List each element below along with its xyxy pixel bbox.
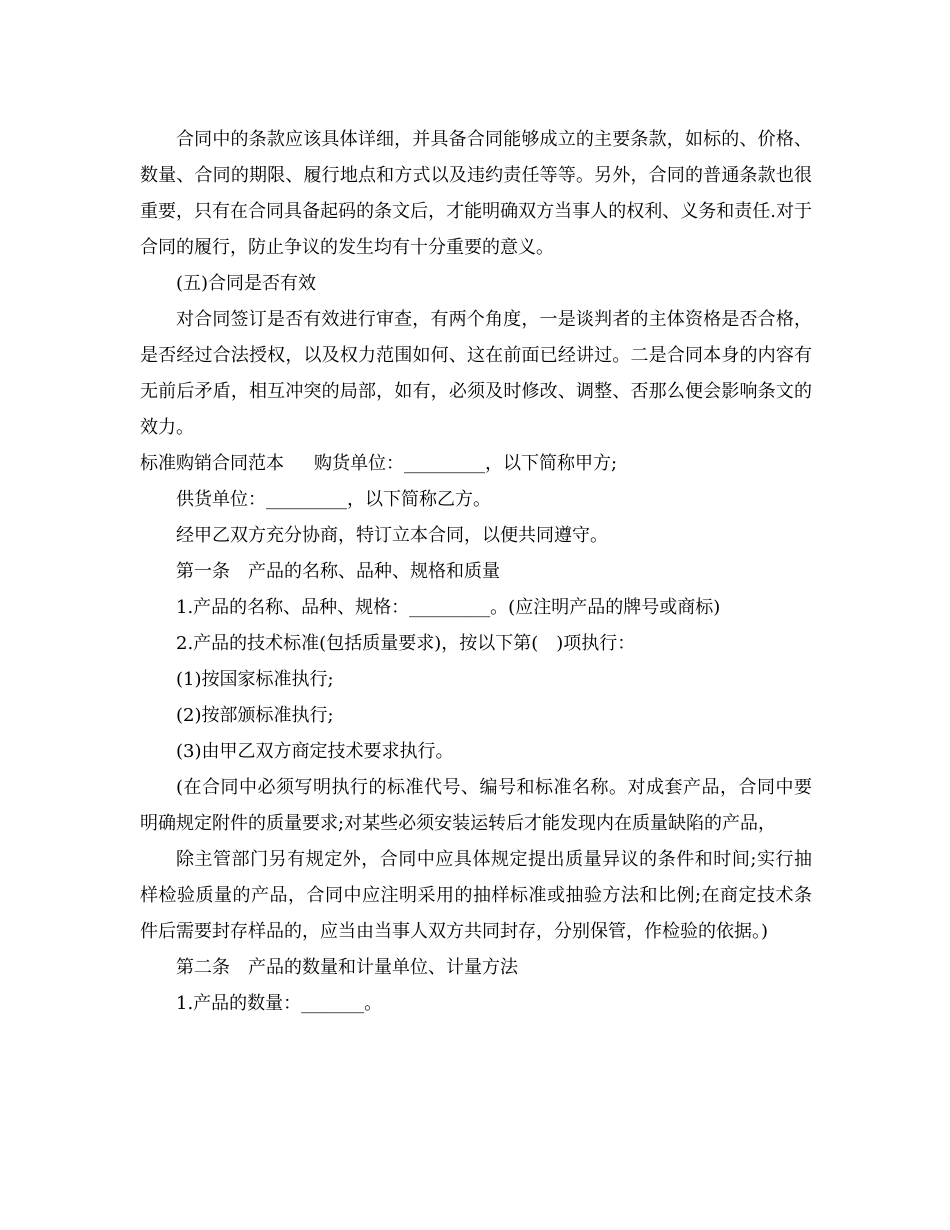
article-2-item-1: 1.产品的数量：_______。 bbox=[176, 993, 383, 1014]
buyer-line: 购货单位：_________，以下简称甲方; bbox=[314, 453, 618, 474]
agreement-line: 经甲乙双方充分协商，特订立本合同，以便共同遵守。 bbox=[176, 525, 608, 546]
standard-option-3: (3)由甲乙双方商定技术要求执行。 bbox=[176, 741, 454, 762]
article-1-title: 第一条 产品的名称、品种、规格和质量 bbox=[176, 561, 500, 582]
document-page bbox=[140, 122, 812, 1022]
article-1-item-2: 2.产品的技术标准(包括质量要求)，按以下第( )项执行： bbox=[176, 633, 636, 654]
article-1-item-1: 1.产品的名称、品种、规格：_________。(应注明产品的牌号或商标) bbox=[176, 597, 721, 618]
note-quality-objection: 除主管部门另有规定外，合同中应具体规定提出质量异议的条件和时间;实行抽样检验质量的产品，合同中应注明采用的抽样标准或抽验方法和比例;在商定技术条件后需要封存样品的，应当由当事人双方共同封存，分别保管，作检验的依据。) bbox=[140, 849, 812, 942]
contract-title: 标准购销合同范本 bbox=[140, 453, 284, 474]
standard-option-2: (2)按部颁标准执行; bbox=[176, 705, 334, 726]
standard-option-1: (1)按国家标准执行; bbox=[176, 669, 334, 690]
note-quality-standard: (在合同中必须写明执行的标准代号、编号和标准名称。对成套产品，合同中要明确规定附件的质量要求;对某些必须安装运转后才能发现内在质量缺陷的产品， bbox=[140, 777, 812, 834]
section-heading-validity: (五)合同是否有效 bbox=[176, 273, 317, 294]
supplier-line: 供货单位：_________，以下简称乙方。 bbox=[176, 489, 491, 510]
contract-header-line bbox=[140, 446, 812, 482]
paragraph-contract-terms: 合同中的条款应该具体详细，并具备合同能够成立的主要条款，如标的、价格、数量、合同的期限、履行地点和方式以及违约责任等等。另外，合同的普通条款也很重要，只有在合同具备起码的条文后，才能明确双方当事人的权利、义务和责任.对于合同的履行，防止争议的发生均有十分重要的意义。 bbox=[140, 129, 812, 258]
paragraph-validity-review: 对合同签订是否有效进行审查，有两个角度，一是谈判者的主体资格是否合格，是否经过合法授权，以及权力范围如何、这在前面已经讲过。二是合同本身的内容有无前后矛盾，相互冲突的局部，如有，必须及时修改、调整、否那么便会影响条文的效力。 bbox=[140, 309, 812, 438]
article-2-title: 第二条 产品的数量和计量单位、计量方法 bbox=[176, 957, 518, 978]
